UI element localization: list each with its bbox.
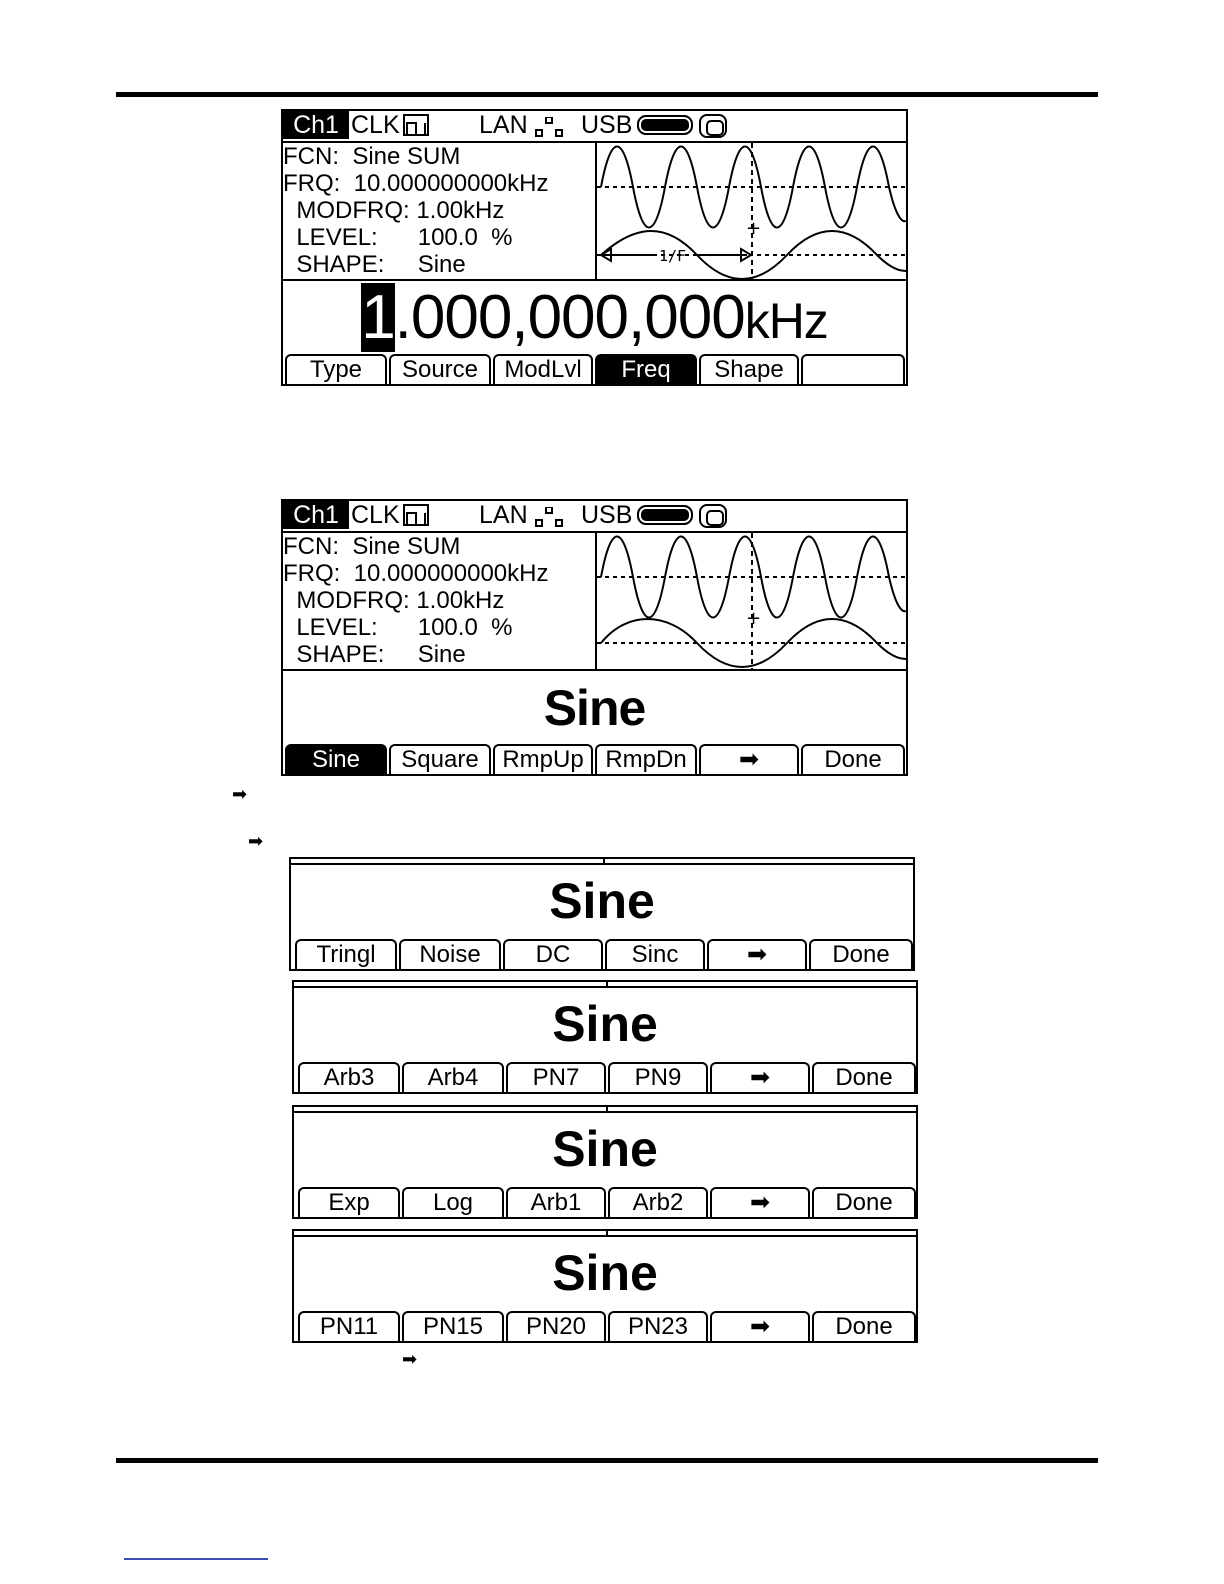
softkey-rmpdn[interactable]: RmpDn	[595, 744, 697, 774]
value-divider	[283, 669, 906, 671]
param-level: LEVEL: 100.0 %	[283, 614, 513, 641]
shape-value-display: Sine	[552, 996, 658, 1052]
softkey-done[interactable]: Done	[812, 1311, 916, 1341]
softkey-pn11[interactable]: PN11	[298, 1311, 400, 1341]
panel-divider-tick	[606, 982, 608, 988]
softkey-arb3[interactable]: Arb3	[298, 1062, 400, 1092]
crosshair-marker: +	[746, 218, 762, 239]
frequency-digits: .000,000,000	[394, 283, 745, 352]
softkey-row	[291, 937, 913, 969]
lan-label: LAN	[479, 501, 528, 529]
param-modfrq: MODFRQ: 1.00kHz	[283, 197, 505, 224]
clk-label: CLK	[351, 111, 400, 139]
softkey-square[interactable]: Square	[389, 744, 491, 774]
softkey-next-arrow[interactable]: ➡	[710, 1187, 810, 1217]
shape-value-display: Sine	[552, 1245, 658, 1301]
param-fcn: FCN: Sine SUM	[283, 143, 461, 170]
status-bar	[283, 501, 906, 533]
softkey-next-arrow[interactable]: ➡	[699, 744, 799, 774]
status-bar	[283, 111, 906, 143]
memory-stick-icon	[699, 504, 727, 528]
arrow-right-icon: ➡	[248, 831, 264, 851]
softkey-tringl[interactable]: Tringl	[295, 939, 397, 969]
softkey-log[interactable]: Log	[402, 1187, 504, 1217]
shape-value-display: Sine	[549, 873, 655, 929]
panel-top-border	[294, 1111, 916, 1113]
waveform-display	[597, 143, 906, 279]
softkey-done[interactable]: Done	[809, 939, 913, 969]
panel-divider-tick	[603, 859, 605, 865]
softkey-blank[interactable]	[801, 354, 905, 384]
param-fcn: FCN: Sine SUM	[283, 533, 461, 560]
clk-label: CLK	[351, 501, 400, 529]
softkey-done[interactable]: Done	[812, 1062, 916, 1092]
softkey-panel-page-5	[292, 1229, 918, 1343]
panel-divider-tick	[606, 1231, 608, 1237]
softkey-done[interactable]: Done	[801, 744, 905, 774]
param-frq: FRQ: 10.000000000kHz	[283, 170, 549, 197]
header-rule	[116, 92, 1098, 97]
period-label: 1/F	[659, 247, 687, 265]
softkey-type[interactable]: Type	[285, 354, 387, 384]
frequency-value-display[interactable]	[283, 283, 906, 353]
softkey-panel-page-2	[289, 857, 915, 971]
param-level: LEVEL: 100.0 %	[283, 224, 513, 251]
shape-value-display: Sine	[543, 680, 646, 736]
panel-top-border	[291, 863, 913, 865]
softkey-pn23[interactable]: PN23	[608, 1311, 708, 1341]
usb-memory-icon	[637, 115, 693, 135]
footer-rule	[116, 1458, 1098, 1463]
usb-label: USB	[581, 111, 633, 139]
arrow-right-icon: ➡	[232, 784, 248, 804]
param-shape: SHAPE: Sine	[283, 641, 466, 668]
channel-indicator[interactable]: Ch1	[283, 111, 349, 139]
softkey-noise[interactable]: Noise	[399, 939, 501, 969]
usb-label: USB	[581, 501, 633, 529]
shape-value-display: Sine	[552, 1121, 658, 1177]
softkey-dc[interactable]: DC	[503, 939, 603, 969]
softkey-rmpup[interactable]: RmpUp	[493, 744, 593, 774]
softkey-row	[283, 742, 906, 774]
softkey-sinc[interactable]: Sinc	[605, 939, 705, 969]
softkey-shape[interactable]: Shape	[699, 354, 799, 384]
square-wave-icon	[403, 114, 429, 136]
memory-stick-icon	[699, 114, 727, 138]
softkey-pn9[interactable]: PN9	[608, 1062, 708, 1092]
softkey-row	[283, 352, 906, 384]
softkey-exp[interactable]: Exp	[298, 1187, 400, 1217]
softkey-arb2[interactable]: Arb2	[608, 1187, 708, 1217]
lcd-screen-shape-select	[281, 499, 908, 776]
parameter-panel	[283, 533, 597, 669]
softkey-modlvl[interactable]: ModLvl	[493, 354, 593, 384]
panel-top-border	[294, 1235, 916, 1237]
square-wave-icon	[403, 504, 429, 526]
softkey-row	[294, 1309, 916, 1341]
softkey-sine[interactable]: Sine	[285, 744, 387, 774]
softkey-arb4[interactable]: Arb4	[402, 1062, 504, 1092]
softkey-arb1[interactable]: Arb1	[506, 1187, 606, 1217]
softkey-panel-page-3	[292, 980, 918, 1094]
lan-icon	[535, 117, 565, 137]
footer-link-underline	[124, 1558, 268, 1560]
value-divider	[283, 279, 906, 281]
softkey-panel-page-4	[292, 1105, 918, 1219]
panel-divider-tick	[606, 1107, 608, 1113]
param-modfrq: MODFRQ: 1.00kHz	[283, 587, 505, 614]
lan-icon	[535, 507, 565, 527]
channel-indicator[interactable]: Ch1	[283, 501, 349, 529]
lcd-screen-sum-freq	[281, 109, 908, 386]
softkey-pn7[interactable]: PN7	[506, 1062, 606, 1092]
arrow-right-icon: ➡	[402, 1349, 418, 1369]
waveform-display	[597, 533, 906, 669]
softkey-done[interactable]: Done	[812, 1187, 916, 1217]
param-shape: SHAPE: Sine	[283, 251, 466, 278]
param-frq: FRQ: 10.000000000kHz	[283, 560, 549, 587]
edit-cursor-digit[interactable]: 1	[361, 283, 395, 352]
lan-label: LAN	[479, 111, 528, 139]
crosshair-marker: +	[746, 608, 762, 629]
parameter-panel	[283, 143, 597, 279]
usb-memory-icon	[637, 505, 693, 525]
softkey-next-arrow[interactable]: ➡	[707, 939, 807, 969]
softkey-row	[294, 1060, 916, 1092]
softkey-next-arrow[interactable]: ➡	[710, 1311, 810, 1341]
softkey-row	[294, 1185, 916, 1217]
softkey-pn20[interactable]: PN20	[506, 1311, 606, 1341]
softkey-next-arrow[interactable]: ➡	[710, 1062, 810, 1092]
frequency-unit: kHz	[744, 293, 828, 349]
softkey-pn15[interactable]: PN15	[402, 1311, 504, 1341]
softkey-freq[interactable]: Freq	[595, 354, 697, 384]
panel-top-border	[294, 986, 916, 988]
softkey-source[interactable]: Source	[389, 354, 491, 384]
